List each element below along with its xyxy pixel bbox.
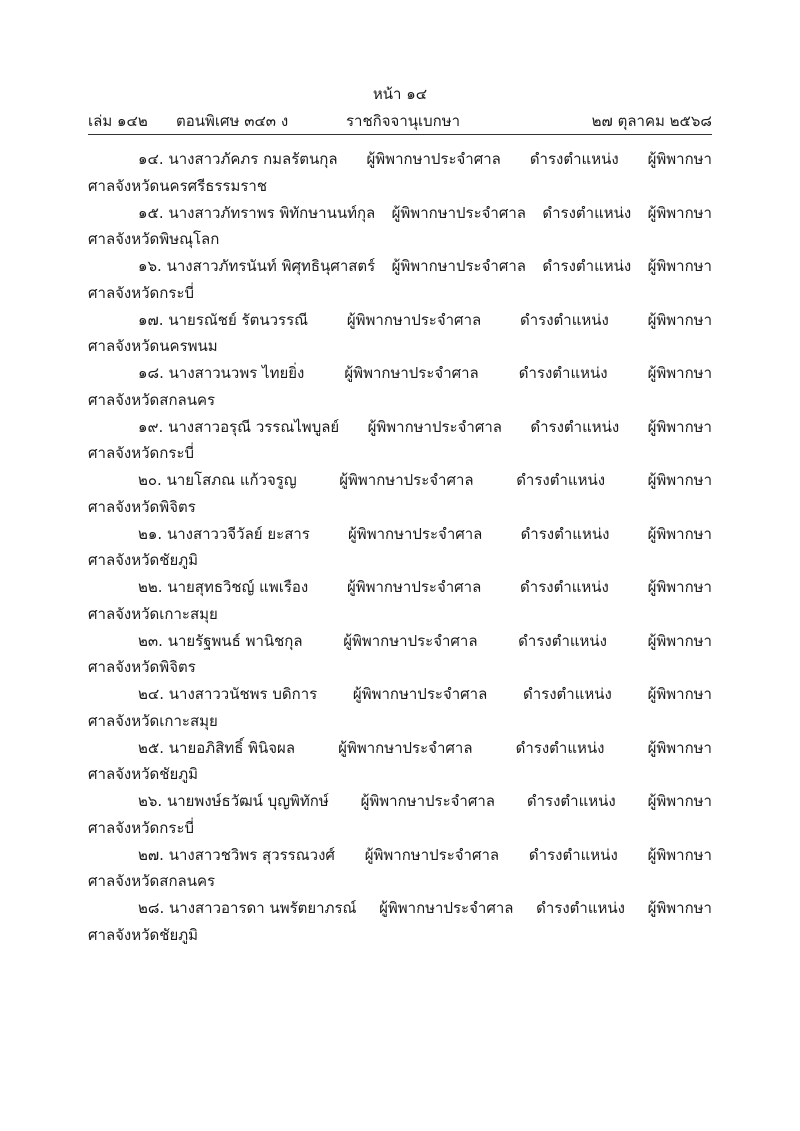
entry-position: ผู้พิพากษา xyxy=(647,150,712,168)
appointment-entry xyxy=(88,467,712,521)
entry-court: ศาลจังหวัดชัยภูมิ xyxy=(88,551,199,569)
entry-number: ๑๗. xyxy=(138,310,164,329)
entry-number: ๑๘. xyxy=(138,364,164,382)
entry-name: นายพงษ์ธวัฒน์ บุญพิทักษ์ xyxy=(166,792,329,810)
appointment-entry xyxy=(88,842,712,896)
entry-name: นางสาวชวิพร สุวรรณวงศ์ xyxy=(168,845,335,864)
appointment-entry xyxy=(88,628,712,682)
entry-number: ๒๘. xyxy=(138,899,165,917)
entry-number-and-name xyxy=(138,307,308,334)
entry-name: นายโสภณ แก้วจรูญ xyxy=(166,471,297,489)
entry-number: ๒๔. xyxy=(138,685,165,703)
entry-court: ศาลจังหวัดนครพนม xyxy=(88,337,218,355)
entry-position: ผู้พิพากษา xyxy=(647,471,712,489)
entry-name: นางสาวภัทราพร พิทักษานนท์กุล xyxy=(168,203,376,222)
entry-number: ๑๔. xyxy=(138,150,164,168)
entry-title: ผู้พิพากษาประจำศาล xyxy=(343,631,478,650)
entry-title: ผู้พิพากษาประจำศาล xyxy=(367,417,502,436)
entry-court: ศาลจังหวัดพิษณุโลก xyxy=(88,230,220,248)
entry-action: ดำรงตำแหน่ง xyxy=(518,364,608,382)
appointment-entry xyxy=(88,788,712,842)
entry-action: ดำรงตำแหน่ง xyxy=(519,310,609,329)
entry-court: ศาลจังหวัดกระบี่ xyxy=(88,444,195,462)
entry-title: ผู้พิพากษาประจำศาล xyxy=(348,524,483,543)
entry-position: ผู้พิพากษา xyxy=(647,792,712,810)
entry-number-and-name xyxy=(138,360,304,387)
entry-action: ดำรงตำแหน่ง xyxy=(515,738,605,757)
entry-name: นางสาวอารดา นพรัตยาภรณ์ xyxy=(169,899,357,917)
entry-action: ดำรงตำแหน่ง xyxy=(520,524,610,543)
entry-number-and-name xyxy=(138,253,375,280)
entry-court: ศาลจังหวัดเกาะสมุย xyxy=(88,711,218,730)
entry-court: ศาลจังหวัดสกลนคร xyxy=(88,872,216,890)
entry-action: ดำรงตำแหน่ง xyxy=(542,203,632,222)
entry-position: ผู้พิพากษา xyxy=(647,364,712,382)
entry-court: ศาลจังหวัดสกลนคร xyxy=(88,390,216,409)
entry-position: ผู้พิพากษา xyxy=(647,845,712,864)
entry-title: ผู้พิพากษาประจำศาล xyxy=(391,257,526,275)
entry-position: ผู้พิพากษา xyxy=(647,310,712,329)
entry-position: ผู้พิพากษา xyxy=(647,257,712,275)
page-number: หน้า ๑๔ xyxy=(372,85,428,103)
entry-name: นางสาวอรุณี วรรณไพบูลย์ xyxy=(168,417,340,436)
entry-court: ศาลจังหวัดชัยภูมิ xyxy=(88,765,199,783)
entry-number-and-name xyxy=(138,467,297,494)
entry-court: ศาลจังหวัดนครศรีธรรมราช xyxy=(88,176,268,195)
entry-title: ผู้พิพากษาประจำศาล xyxy=(391,203,526,222)
entry-action: ดำรงตำแหน่ง xyxy=(520,578,609,596)
entry-court: ศาลจังหวัดพิจิตร xyxy=(88,658,196,676)
appointment-entry xyxy=(88,307,712,361)
header-divider xyxy=(88,134,712,135)
appointment-list xyxy=(88,146,712,949)
entry-title: ผู้พิพากษาประจำศาล xyxy=(346,310,482,329)
entry-number-and-name xyxy=(138,681,317,708)
entry-name: นางสาวภัทรนันท์ พิศุทธินุศาสตร์ xyxy=(166,257,376,275)
entry-number-and-name xyxy=(138,895,356,922)
entry-title: ผู้พิพากษาประจำศาล xyxy=(338,738,473,757)
entry-number: ๒๐. xyxy=(138,471,162,489)
entry-number-and-name xyxy=(138,574,308,601)
running-header xyxy=(88,111,712,133)
appointment-entry xyxy=(88,574,712,628)
appointment-entry xyxy=(88,414,712,468)
entry-action: ดำรงตำแหน่ง xyxy=(526,792,616,810)
entry-title: ผู้พิพากษาประจำศาล xyxy=(346,578,482,596)
entry-number: ๑๕. xyxy=(138,203,164,222)
entry-title: ผู้พิพากษาประจำศาล xyxy=(379,899,514,917)
appointment-entry xyxy=(88,521,712,575)
appointment-entry xyxy=(88,253,712,307)
entry-title: ผู้พิพากษาประจำศาล xyxy=(360,792,495,810)
entry-name: นางสาวนวพร ไทยยิ่ง xyxy=(168,364,305,382)
entry-position: ผู้พิพากษา xyxy=(647,578,712,596)
entry-number-and-name xyxy=(138,842,335,869)
entry-title: ผู้พิพากษาประจำศาล xyxy=(366,150,501,168)
appointment-entry xyxy=(88,735,712,789)
entry-action: ดำรงตำแหน่ง xyxy=(516,471,606,489)
entry-number: ๒๓. xyxy=(138,631,163,650)
entry-action: ดำรงตำแหน่ง xyxy=(528,845,618,864)
entry-position: ผู้พิพากษา xyxy=(647,899,712,917)
entry-title: ผู้พิพากษาประจำศาล xyxy=(339,471,474,489)
entry-name: นางสาววนัชพร บดิการ xyxy=(168,685,318,703)
entry-number: ๒๗. xyxy=(138,845,164,864)
entry-position: ผู้พิพากษา xyxy=(647,631,712,650)
header-date: ๒๗ ตุลาคม ๒๕๖๘ xyxy=(591,112,712,130)
entry-number: ๑๖. xyxy=(138,257,162,275)
entry-number-and-name xyxy=(138,735,295,762)
entry-action: ดำรงตำแหน่ง xyxy=(530,417,620,436)
entry-name: นางสาวภัคภร กมลรัตนกุล xyxy=(168,150,338,168)
entry-number-and-name xyxy=(138,414,339,441)
entry-number-and-name xyxy=(138,146,338,173)
entry-action: ดำรงตำแหน่ง xyxy=(542,257,632,275)
entry-position: ผู้พิพากษา xyxy=(647,685,712,703)
entry-action: ดำรงตำแหน่ง xyxy=(523,685,612,703)
entry-position: ผู้พิพากษา xyxy=(647,738,712,757)
entry-title: ผู้พิพากษาประจำศาล xyxy=(364,845,500,864)
entry-title: ผู้พิพากษาประจำศาล xyxy=(352,685,488,703)
header-gazette-title: ราชกิจจานุเบกษา xyxy=(346,112,461,130)
entry-number-and-name xyxy=(138,788,329,815)
entry-number-and-name xyxy=(138,200,375,227)
entry-court: ศาลจังหวัดกระบี่ xyxy=(88,283,195,302)
appointment-entry xyxy=(88,895,712,949)
entry-action: ดำรงตำแหน่ง xyxy=(536,899,625,917)
entry-position: ผู้พิพากษา xyxy=(647,203,712,222)
entry-action: ดำรงตำแหน่ง xyxy=(529,150,619,168)
entry-name: นายสุทธวิชญ์ แพเรือง xyxy=(167,578,309,596)
entry-number: ๒๖. xyxy=(138,792,163,810)
entry-title: ผู้พิพากษาประจำศาล xyxy=(344,364,479,382)
appointment-entry xyxy=(88,200,712,254)
entry-name: นายอภิสิทธิ์ พินิจผล xyxy=(168,738,296,757)
entry-number-and-name xyxy=(138,628,303,655)
entry-number: ๒๕. xyxy=(138,738,165,757)
header-issue: ตอนพิเศษ ๓๔๓ ง xyxy=(176,112,289,130)
appointment-entry xyxy=(88,360,712,414)
appointment-entry xyxy=(88,681,712,735)
entry-number: ๑๙. xyxy=(138,417,164,436)
entry-position: ผู้พิพากษา xyxy=(647,524,712,543)
entry-number: ๒๒. xyxy=(138,578,163,596)
entry-number: ๒๑. xyxy=(138,524,163,543)
header-volume: เล่ม ๑๔๒ xyxy=(88,112,148,130)
entry-name: นายรัฐพนธ์ พานิชกุล xyxy=(167,631,303,650)
entry-number-and-name xyxy=(138,521,310,548)
entry-action: ดำรงตำแหน่ง xyxy=(518,631,607,650)
appointment-entry xyxy=(88,146,712,200)
entry-court: ศาลจังหวัดชัยภูมิ xyxy=(88,925,199,944)
entry-court: ศาลจังหวัดเกาะสมุย xyxy=(88,604,218,623)
entry-court: ศาลจังหวัดพิจิตร xyxy=(88,497,196,516)
entry-name: นางสาววจีวัลย์ ยะสาร xyxy=(166,524,310,543)
entry-court: ศาลจังหวัดกระบี่ xyxy=(88,818,195,837)
entry-name: นายรณัชย์ รัตนวรรณี xyxy=(168,310,309,329)
entry-position: ผู้พิพากษา xyxy=(647,417,712,436)
